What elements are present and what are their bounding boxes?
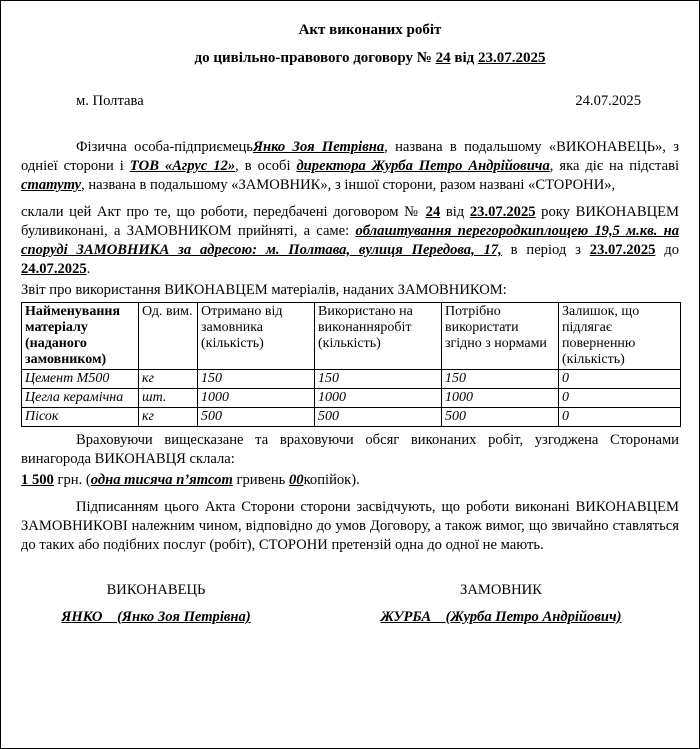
col-remainder: Залишок, що підлягає поверненню (кількість) bbox=[559, 303, 681, 370]
payment-paragraph: Враховуючи вищесказане та враховуючи обсяг виконаних робіт, узгоджена Сторонами винагорода ВИКОНАВЦЯ склала: bbox=[21, 432, 679, 467]
materials-report-title: Звіт про використання ВИКОНАВЦЕМ матеріалів, наданих ЗАМОВНИКОМ: bbox=[21, 282, 507, 298]
col-unit: Од. вим. bbox=[139, 303, 198, 370]
closing-paragraph: Підписанням цього Акта Сторони сторони засвідчують, що роботи виконані ВИКОНАВЦЕМ ЗАМОВНИКОВІ належним чином, відповідно до умов Договору, а також вимог, що звичайно ставляться до таких або подібних послуг (робіт), СТОРОНИ претензій одна до одної не мають. bbox=[21, 499, 679, 553]
works-contract-number: 24 bbox=[425, 204, 441, 220]
works-text-a: склали цей Акт про те, що роботи, передбачені договором № bbox=[21, 204, 426, 220]
works-contract-date: 23.07.2025 bbox=[469, 204, 536, 220]
cell-remainder: 0 bbox=[559, 370, 681, 389]
works-text-b: від bbox=[440, 204, 470, 220]
work-description: облаштування перегородкиплощею 19,5 м.кв. на споруді ЗАМОВНИКА за адресою: м. Полтава, вулиця Передова, 17, bbox=[21, 223, 680, 258]
payment-kopecks: 00 bbox=[288, 472, 304, 488]
cell-material: Цемент М500 bbox=[22, 370, 139, 389]
cell-unit: шт. bbox=[139, 389, 198, 408]
parties-text-b: , названа в подальшому «ВИКОНАВЕЦЬ», з одніеї сторони і bbox=[21, 139, 680, 174]
executor-signature: ЯНКО (Янко Зоя Петрівна) bbox=[61, 609, 251, 625]
cell-received: 500 bbox=[198, 408, 315, 427]
cell-unit: кг bbox=[139, 408, 198, 427]
cell-unit: кг bbox=[139, 370, 198, 389]
cell-used: 150 bbox=[315, 370, 442, 389]
table-row bbox=[22, 370, 681, 389]
col-used: Використано на виконанняробіт (кількість) bbox=[315, 303, 442, 370]
document-title: Акт виконаних робіт bbox=[298, 22, 442, 38]
signatures bbox=[21, 581, 679, 627]
executor-signature-block bbox=[21, 581, 291, 627]
cell-required: 1000 bbox=[442, 389, 559, 408]
customer-company: ТОВ «Агрус 12» bbox=[129, 158, 236, 174]
cell-received: 150 bbox=[198, 370, 315, 389]
col-material: Найменування матеріалу (наданого замовником) bbox=[22, 303, 139, 370]
cell-material: Цегла керамічна bbox=[22, 389, 139, 408]
payment-total bbox=[21, 471, 679, 490]
cell-required: 150 bbox=[442, 370, 559, 389]
act-date: 24.07.2025 bbox=[575, 93, 641, 109]
payment-kopecks-word: копійок). bbox=[303, 472, 360, 488]
col-received: Отримано від замовника (кількість) bbox=[198, 303, 315, 370]
subtitle-mid: від bbox=[450, 50, 478, 66]
payment-amount-words: одна тисяча п’ятсот bbox=[90, 472, 233, 488]
customer-signature-block bbox=[336, 581, 666, 627]
table-header-row bbox=[22, 303, 681, 370]
works-paragraph bbox=[21, 203, 679, 279]
executor-name: Янко Зоя Петрівна bbox=[252, 139, 385, 155]
materials-table bbox=[21, 302, 681, 427]
cell-remainder: 0 bbox=[559, 408, 681, 427]
parties-text-e: , названа в подальшому «ЗАМОВНИК», з іншої сторони, разом названі «СТОРОНИ», bbox=[81, 177, 616, 193]
table-row bbox=[22, 408, 681, 427]
document-subtitle bbox=[61, 49, 679, 68]
cell-used: 1000 bbox=[315, 389, 442, 408]
cell-remainder: 0 bbox=[559, 389, 681, 408]
city-date-row bbox=[21, 92, 679, 111]
parties-text-d: , яка діє на підставі bbox=[549, 158, 680, 174]
cell-required: 500 bbox=[442, 408, 559, 427]
period-from: 23.07.2025 bbox=[589, 242, 656, 258]
basis-document: статуту bbox=[21, 177, 82, 193]
period-text-b: до bbox=[655, 242, 679, 258]
payment-hryvnia: гривень bbox=[232, 472, 289, 488]
payment-currency: грн. ( bbox=[53, 472, 91, 488]
parties-text-c: , в особі bbox=[235, 158, 297, 174]
city: м. Полтава bbox=[76, 93, 144, 109]
period-end: . bbox=[86, 261, 91, 277]
cell-material: Пісок bbox=[22, 408, 139, 427]
parties-paragraph bbox=[21, 138, 679, 195]
customer-representative: директора Журба Петро Андрійовича bbox=[296, 158, 550, 174]
period-to: 24.07.2025 bbox=[21, 261, 87, 277]
customer-label: ЗАМОВНИК bbox=[460, 582, 542, 598]
col-required: Потрібно використати згідно з нормами bbox=[442, 303, 559, 370]
customer-signature: ЖУРБА (Журба Петро Андрійович) bbox=[380, 609, 622, 625]
period-text-a: в період з bbox=[501, 242, 590, 258]
executor-label: ВИКОНАВЕЦЬ bbox=[106, 582, 206, 598]
subtitle-prefix: до цивільно-правового договору № bbox=[194, 50, 436, 66]
cell-used: 500 bbox=[315, 408, 442, 427]
cell-received: 1000 bbox=[198, 389, 315, 408]
contract-date: 23.07.2025 bbox=[477, 50, 546, 66]
table-row bbox=[22, 389, 681, 408]
parties-text-a: Фізична особа-підприємець bbox=[76, 139, 253, 155]
works-text-c: року ВИКОНАВЦЕМ буливиконані, а ЗАМОВНИКОМ прийняті, а саме: bbox=[21, 204, 680, 239]
contract-number: 24 bbox=[435, 50, 451, 66]
payment-amount: 1 500 bbox=[21, 472, 54, 488]
